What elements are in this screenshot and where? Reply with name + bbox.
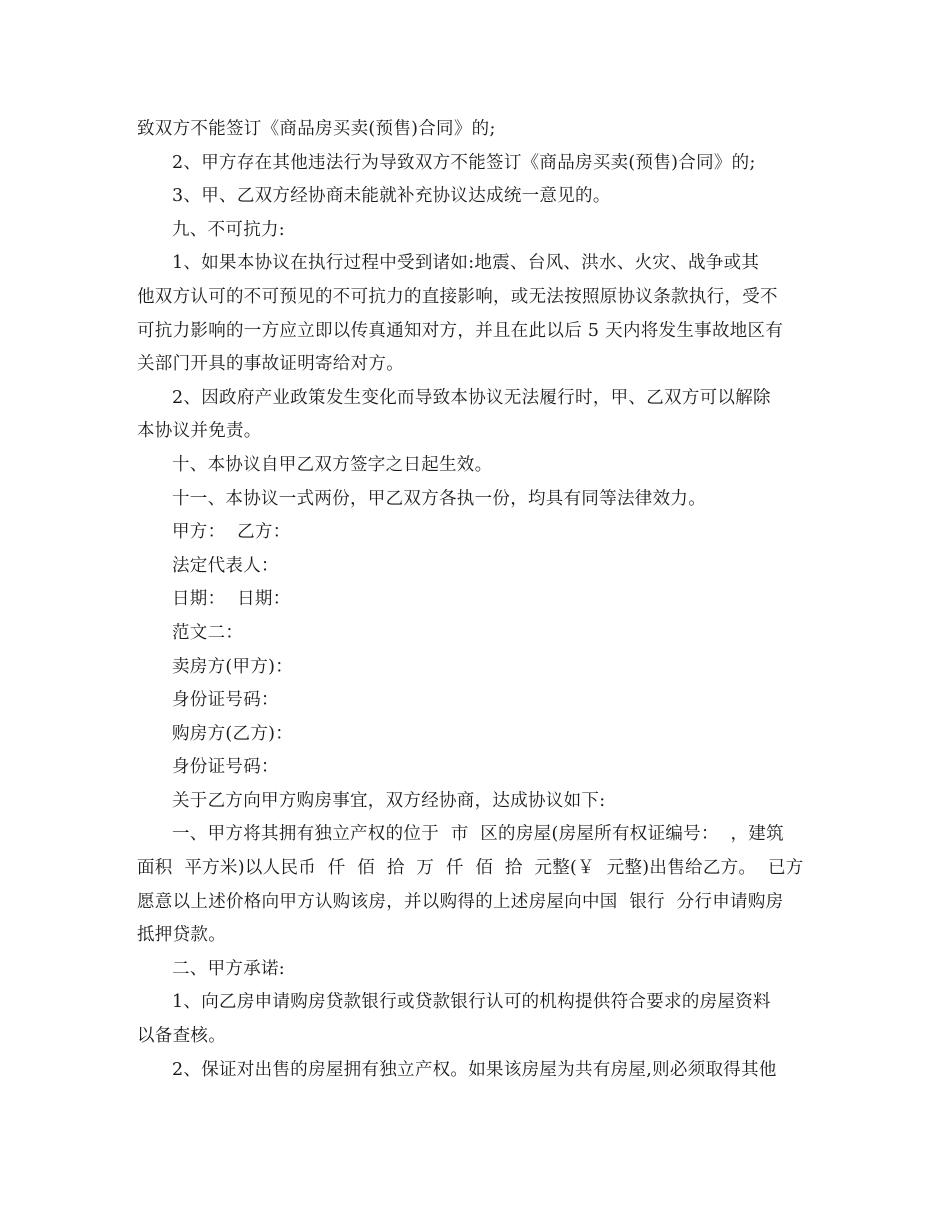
- text-line: 十、本协议自甲乙双方签字之日起生效。: [172, 454, 493, 475]
- text-line: 二、甲方承诺:: [172, 958, 285, 979]
- text-line: 以备查核。: [137, 1026, 226, 1047]
- text-line: 身份证号码：: [172, 690, 279, 711]
- text-line: 致双方不能签订《商品房买卖(预售)合同》的;: [137, 119, 496, 139]
- text-line: 关于乙方向甲方购房事宜，双方经协商，达成协议如下:: [172, 790, 606, 811]
- document-body: [137, 113, 817, 1087]
- text-line: 卖房方(甲方)：: [172, 656, 294, 677]
- text-line: 愿意以上述价格向甲方认购该房，并以购得的上述房屋向中国 银行 分行申请购房: [137, 891, 784, 912]
- text-line: 十一、本协议一式两份，甲乙双方各执一份，均具有同等法律效力。: [172, 488, 706, 509]
- text-line: 关部门开具的事故证明寄给对方。: [137, 354, 404, 375]
- text-line: 抵押贷款。: [137, 925, 226, 946]
- text-line: 身份证号码：: [172, 757, 279, 778]
- text-line: 可抗力影响的一方应立即以传真通知对方，并且在此以后 5 天内将发生事故地区有: [137, 320, 784, 341]
- text-line: 3、甲、乙双方经协商未能就补充协议达成统一意见的。: [172, 186, 611, 207]
- text-line: 法定代表人：: [172, 555, 279, 576]
- text-line: 本协议并免责。: [137, 421, 262, 442]
- text-line: 1、向乙房申请购房贷款银行或贷款银行认可的机构提供符合要求的房屋资料: [172, 992, 771, 1013]
- text-line: 购房方(乙方)：: [172, 723, 294, 744]
- text-line: 甲方： 乙方：: [172, 522, 291, 543]
- text-line: 范文二：: [172, 622, 244, 643]
- text-line: 2、保证对出售的房屋拥有独立产权。如果该房屋为共有房屋,则必须取得其他: [172, 1059, 777, 1080]
- text-line: 一、甲方将其拥有独立产权的位于 市 区的房屋(房屋所有权证编号： ，建筑: [172, 824, 784, 845]
- text-line: 2、因政府产业政策发生变化而导致本协议无法履行时，甲、乙双方可以解除: [172, 387, 771, 408]
- text-line: 九、不可抗力:: [172, 219, 285, 240]
- text-line: 2、甲方存在其他违法行为导致双方不能签订《商品房买卖(预售)合同》的;: [172, 152, 756, 173]
- text-line: 面积 平方米)以人民币 仟 佰 拾 万 仟 佰 拾 元整(￥ 元整)出售给乙方。 已方: [137, 858, 804, 879]
- text-line: 1、如果本协议在执行过程中受到诸如:地震、台风、洪水、火灾、战争或其: [172, 253, 760, 274]
- text-line: 他双方认可的不可预见的不可抗力的直接影响，或无法按照原协议条款执行，受不: [137, 286, 778, 307]
- text-line: 日期： 日期：: [172, 589, 291, 610]
